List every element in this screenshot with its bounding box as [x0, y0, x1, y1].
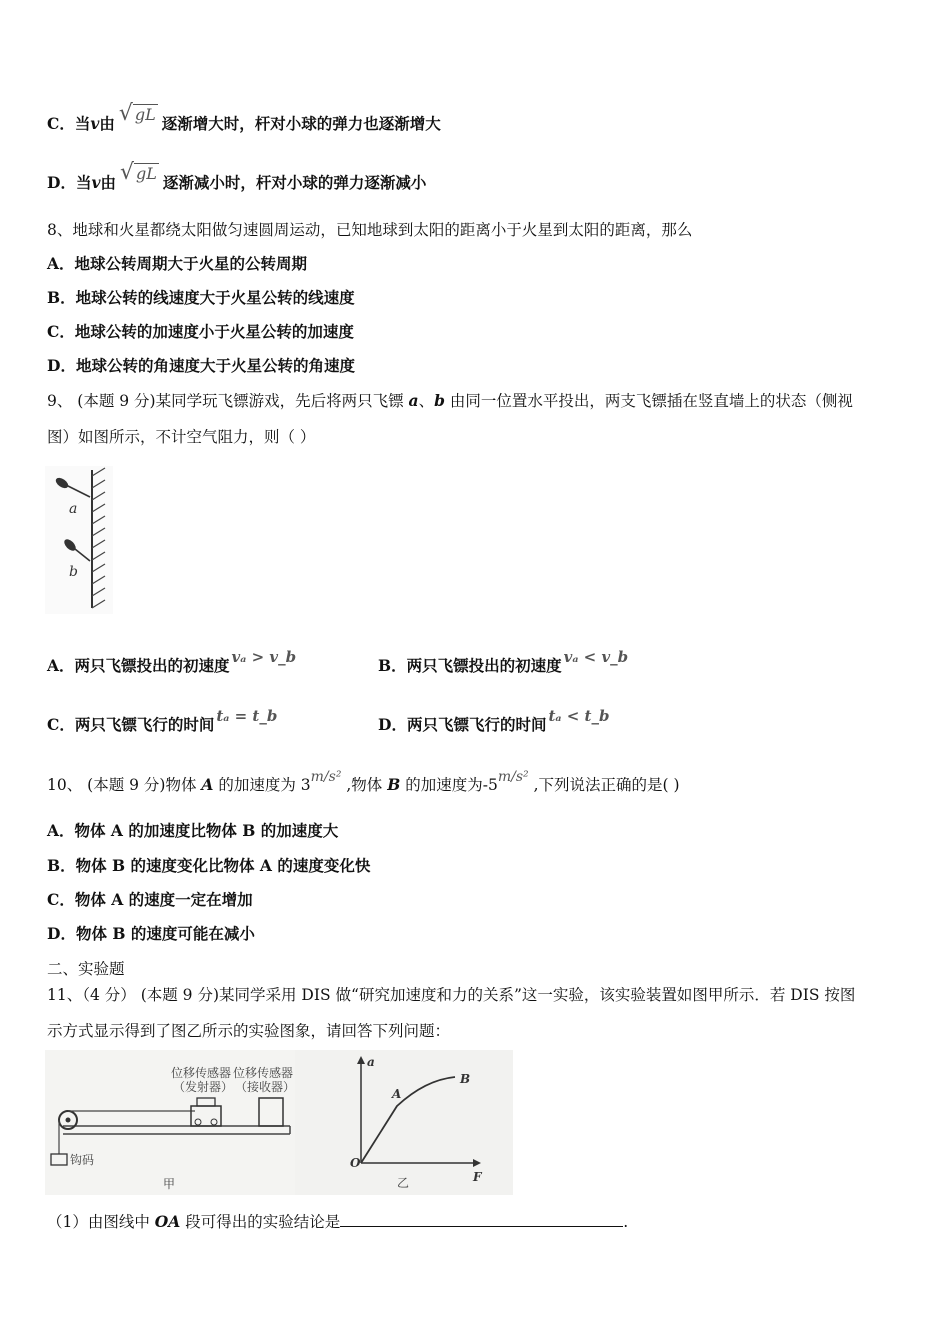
sensor-receiver-label-2: （接收器） — [235, 1080, 295, 1094]
origin-label: O — [350, 1156, 361, 1170]
q8-stem: 8、地球和火星都绕太阳做匀速圆周运动，已知地球到太阳的距离小于火星到太阳的距离，那么 — [47, 221, 693, 239]
q10-option-a: A．物体 A 的加速度比物体 B 的加速度大 — [47, 821, 339, 840]
figure-yi-caption: 乙 — [397, 1176, 410, 1190]
sensor-emitter-label-2: （发射器） — [173, 1080, 234, 1094]
q10-option-b: B．物体 B 的速度变化比物体 A 的速度变化快 — [47, 856, 371, 875]
q11-sub1: （1）由图线中 OA 段可得出的实验结论是 . — [47, 1212, 629, 1231]
q8-option-a: A．地球公转周期大于火星的公转周期 — [47, 254, 308, 273]
sensor-receiver-label-1: 位移传感器 — [233, 1066, 294, 1080]
q9-option-a: A．两只飞镖投出的初速度 vₐ > v_b — [47, 648, 297, 675]
q8-option-b: B．地球公转的线速度大于火星公转的线速度 — [47, 288, 355, 307]
q9-option-d: D．两只飞镖飞行的时间 tₐ < t_b — [378, 707, 610, 734]
section-title: 二、实验题 — [47, 960, 125, 978]
sensor-emitter-label-1: 位移传感器 — [171, 1066, 232, 1080]
q9-option-b: B．两只飞镖投出的初速度 vₐ < v_b — [378, 648, 629, 675]
figure-jia-caption: 甲 — [163, 1177, 176, 1191]
sqrt-gl: √ gL — [118, 101, 156, 126]
q8-option-c: C．地球公转的加速度小于火星公转的加速度 — [47, 322, 354, 341]
q7-option-c: C．当v由 √ gL 逐渐增大时，杆对小球的弹力也逐渐增大 — [47, 101, 441, 133]
point-a-label: A — [392, 1087, 402, 1101]
point-b-label: B — [460, 1072, 471, 1086]
answer-blank[interactable] — [340, 1210, 623, 1227]
q8-option-d: D．地球公转的角速度大于火星公转的角速度 — [47, 356, 355, 375]
q9-stem-line1: 9、 (本题 9 分)某同学玩飞镖游戏，先后将两只飞镖 a、b 由同一位置水平投出，两支飞镖插在竖直墙上的状态（侧视 — [47, 391, 853, 410]
q11-stem-line2: 示方式显示得到了图乙所示的实验图象，请回答下列问题： — [47, 1022, 451, 1040]
y-axis-label: a — [367, 1055, 375, 1069]
sqrt-gl: √ gL — [119, 160, 157, 185]
q10-option-c: C．物体 A 的速度一定在增加 — [47, 890, 253, 909]
q9-dart-figure — [45, 466, 113, 614]
dart-label-a: a — [69, 501, 78, 517]
q10-stem: 10、 (本题 9 分)物体 A 的加速度为 3m/s² ,物体 B 的加速度为-5m/s² ,下列说法正确的是( ) — [47, 769, 680, 794]
q11-stem-line1: 11、（4 分） (本题 9 分)某同学采用 DIS 做“研究加速度和力的关系”这一实验，该实验装置如图甲所示．若 DIS 按图 — [47, 986, 856, 1004]
q10-option-d: D．物体 B 的速度可能在减小 — [47, 924, 255, 943]
weight-label: 钩码 — [70, 1153, 95, 1167]
q11-figure-yi — [295, 1050, 513, 1195]
dart-label-b: b — [69, 564, 78, 580]
q9-option-c: C．两只飞镖飞行的时间 tₐ = t_b — [47, 707, 278, 734]
x-axis-label: F — [473, 1170, 482, 1184]
q9-stem-line2: 图）如图所示，不计空气阻力，则（ ） — [47, 428, 316, 446]
q11-figure-jia — [45, 1050, 295, 1195]
q7-option-d: D．当v由 √ gL 逐渐减小时，杆对小球的弹力逐渐减小 — [47, 160, 427, 192]
